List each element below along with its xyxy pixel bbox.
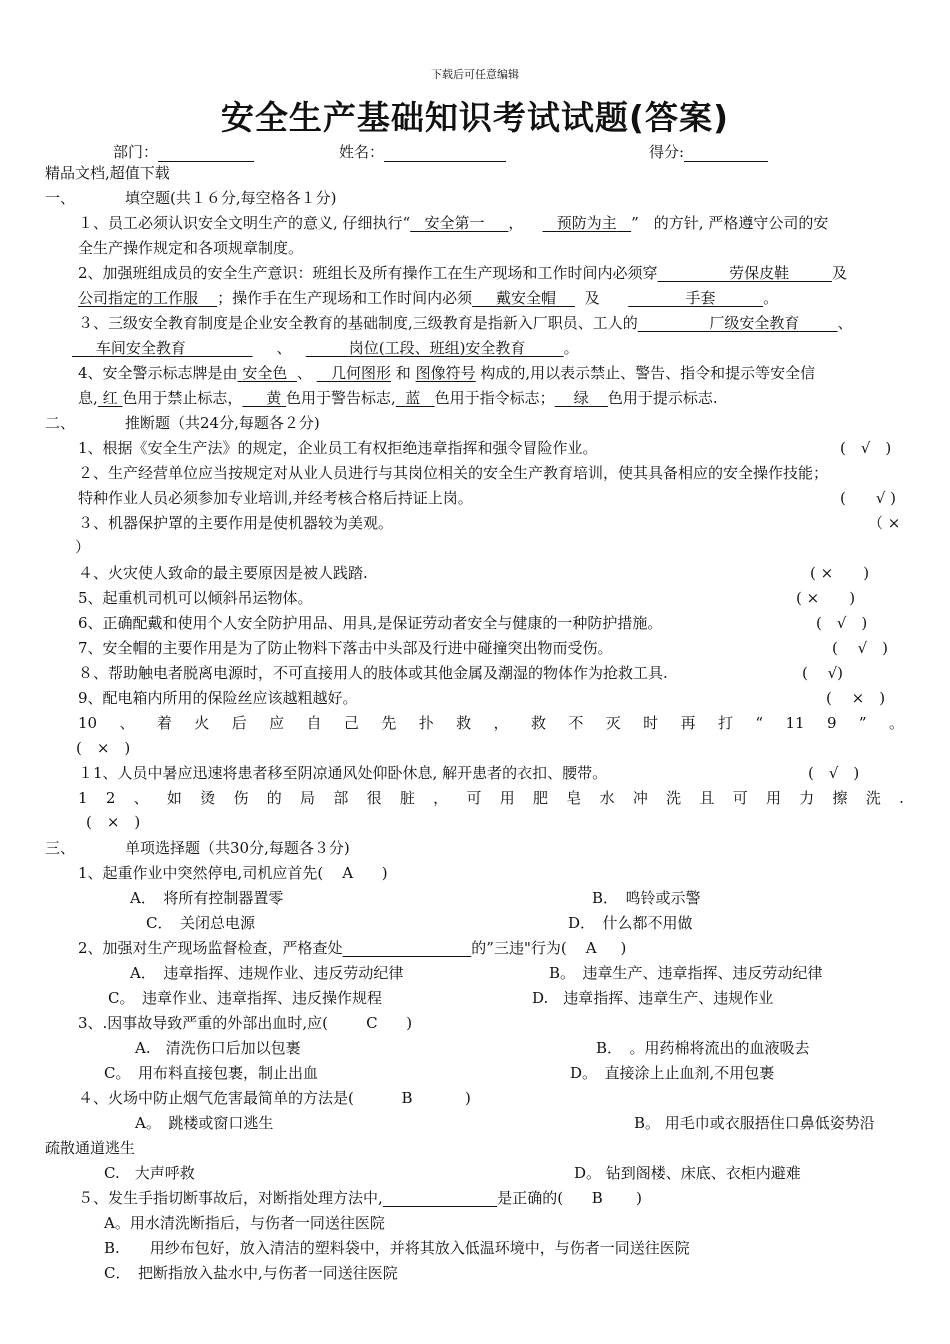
choice-question-1: 1、起重作业中突然停电,司机应首先( A ) [78,864,388,882]
department-label: 部门： [113,143,159,161]
fill-question-4: 4、安全警示标志牌是由 安全色 、 几何图形 和 图像符号 构成的,用以表示禁止、警告、指令和提示等安全信 [78,364,816,382]
name-field [339,141,506,162]
answer-text: 图像符号 [415,364,476,382]
name-blank [384,144,506,162]
answer-text: 车间安全教育 [95,339,186,357]
judge-item-12: 1 2 、 如 烫 伤 的 局 部 很 脏 ， 可 用 肥 皂 水 冲 洗 且 可 用 力 擦 洗 . [78,789,904,807]
judge-item-10: 10 、 着 火 后 应 自 己 先 扑 救 ， 救 不 灭 时 再 打 “ 11 9 ” 。 [78,714,904,732]
section-1-heading [45,188,337,208]
fill-question-4-cont: 息, 红 色用于禁止标志， 黄 色用于警告标志, 蓝 色用于指令标志； 绿 色用于提示标志. [78,389,718,407]
judge-item-7: 7、安全帽的主要作用是为了防止物料下落击中头部及行进中碰撞突出物而受伤。 [78,639,613,657]
section-3-heading [45,838,350,858]
choice-option: C。 违章作业、违章指挥、违反操作规程 [108,989,382,1007]
judge-item-4: ４、火灾使人致命的最主要原因是被人践踏. [78,564,368,582]
watermark-line: 精品文档,超值下载 [45,164,170,182]
section-title: 填空题(共１６分,每空格各１分) [125,189,337,207]
judge-item-2-cont: 特种作业人员必须参加专业培训,并经考核合格后持证上岗。 [78,489,473,507]
choice-option: B． 。用药棉将流出的血液吸去 [596,1039,810,1057]
department-field [113,141,254,162]
judge-item-2: ２、生产经营单位应当按规定对从业人员进行与其岗位相关的安全生产教育培训，使其具备相应的安全操作技能； [78,464,829,482]
answer-text: 公司指定的工作服 [78,289,199,307]
judge-mark-7: ( √ ) [832,639,889,657]
fill-question-3-cont: 车间安全教育 、 岗位(工段、班组)安全教育 。 [72,338,579,358]
choice-question-2: 2、加强对生产现场监督检查，严格查处 的”三违"行为( A ) [78,939,627,957]
judge-mark-3: （ × [868,514,901,532]
judge-mark-4: ( × ) [810,564,870,582]
answer-text: 岗位(工段、班组)安全教育 [348,339,526,357]
judge-mark-2: ( √ ) [840,489,897,507]
section-number: 一、 [45,189,76,207]
choice-option: C． 关闭总电源 [146,914,255,932]
answer-text: 手套 [685,289,716,307]
header-note: 下载后可任意编辑 [431,68,519,81]
section-title: 推断题（共24分,每题各２分) [125,414,320,432]
section-number: 二、 [45,414,76,432]
answer-text: 几何图形 [331,364,392,382]
choice-answer: C [366,1014,378,1032]
fill-question-1-cont: 全生产操作规定和各项规章制度。 [78,239,304,257]
choice-option: A． 违章指挥、违规作业、违反劳动纪律 [130,964,404,982]
choice-option: A. 清洗伤口后加以包裹 [135,1039,301,1057]
answer-text: 戴安全帽 [495,289,556,307]
choice-question-5: ５、发生手指切断事故后，对断指处理方法中, 是正确的( B ) [78,1189,642,1207]
choice-answer: B [401,1089,413,1107]
judge-mark-12: ( × ) [86,813,141,831]
choice-question-3: 3、.因事故导致严重的外部出血时,应( C ) [78,1014,413,1032]
judge-item-11: １1、人员中暑应迅速将患者移至阴凉通风处仰卧休息, 解开患者的衣扣、腰带。 [78,764,608,782]
choice-option: A． 将所有控制器置零 [130,889,284,907]
choice-option: D. 违章指挥、违章生产、违规作业 [532,989,774,1007]
choice-option: B。 违章生产、违章指挥、违反劳动纪律 [549,964,823,982]
score-label: 得分: [649,143,685,161]
judge-mark-6: ( √ ) [816,614,868,632]
answer-text: 红 [102,389,118,407]
judge-item-3: ３、机器保护罩的主要作用是使机器较为美观。 [78,514,394,532]
judge-mark-3-close: ） [75,538,91,556]
answer-text: 预防为主 [556,214,617,232]
choice-option: B． 鸣铃或示警 [592,889,701,907]
choice-answer: A [585,939,597,957]
department-blank [158,144,254,162]
judge-mark-11: ( √ ) [808,764,860,782]
choice-option-cont: 疏散通道逃生 [45,1139,136,1157]
answer-text: 安全第一 [424,214,485,232]
choice-option: B。 用毛巾或衣服捂住口鼻低姿势沿 [634,1114,875,1132]
choice-option: D。 钻到阁楼、床底、衣柜内避难 [574,1164,801,1182]
choice-question-4: ４、火场中防止烟气危害最简单的方法是( B ) [78,1089,471,1107]
judge-item-9: 9、配电箱内所用的保险丝应该越粗越好。 [78,689,358,707]
page-title: 安全生产基础知识考试试题(答案) [220,98,730,137]
name-label: 姓名： [339,143,385,161]
choice-answer: B [591,1189,603,1207]
answer-text: 厂级安全教育 [709,314,800,332]
judge-mark-10: ( × ) [76,739,131,757]
judge-item-6: 6、正确配戴和使用个人安全防护用品、用具,是保证劳动者安全与健康的一种防护措施。 [78,614,663,632]
judge-mark-8: ( √) [802,664,844,682]
section-title: 单项选择题（共30分,每题各３分) [125,839,350,857]
judge-item-5: 5、起重机司机可以倾斜吊运物体。 [78,589,313,607]
answer-text: 安全色 [242,364,288,382]
score-blank [684,144,768,162]
choice-option: C． 把断指放入盐水中,与伤者一同送往医院 [104,1264,398,1282]
score-field [649,141,768,162]
choice-option: B. 用纱布包好，放入清洁的塑料袋中，并将其放入低温环境中，与伤者一同送往医院 [104,1239,690,1257]
choice-option: A。 跳楼或窗口逃生 [135,1114,274,1132]
choice-option: C. 大声呼救 [104,1164,195,1182]
choice-answer: A [342,864,354,882]
judge-mark-9: ( × ) [826,689,886,707]
fill-question-2: 2、加强班组成员的安全生产意识：班组长及所有操作工在生产现场和工作时间内必须穿 劳保皮鞋 及 [78,264,848,282]
answer-text: 劳保皮鞋 [729,264,790,282]
answer-text: 蓝 [405,389,421,407]
section-2-heading [45,413,320,433]
judge-mark-1: ( √ ) [840,439,892,457]
choice-option: D． 什么都不用做 [568,914,693,932]
answer-text: 黄 [266,389,282,407]
answer-text: 绿 [573,389,589,407]
fill-question-3: ３、三级安全教育制度是企业安全教育的基础制度,三级教育是指新入厂职员、工人的 厂级安全教育 、 [78,314,853,332]
judge-item-1: 1、根据《安全生产法》的规定，企业员工有权拒绝违章指挥和强令冒险作业。 [78,439,598,457]
judge-item-8: ８、帮助触电者脱离电源时，不可直接用人的肢体或其他金属及潮湿的物体作为抢救工具. [78,664,668,682]
choice-option: C。 用布料直接包裹，制止出血 [104,1064,318,1082]
fill-question-1: １、员工必须认识安全文明生产的意义, 仔细执行“ 安全第一 ， 预防为主 ” 的方针, 严格遵守公司的安 [78,214,829,232]
info-fields [0,141,950,161]
section-number: 三、 [45,839,76,857]
choice-option: D。 直接涂上止血剂,不用包裹 [570,1064,775,1082]
judge-mark-5: ( × ) [796,589,856,607]
fill-question-2-cont: 公司指定的工作服 ；操作手在生产现场和工作时间内必须 戴安全帽 及 手套 。 [78,289,779,307]
choice-option: A。用水清洗断指后，与伤者一同送往医院 [104,1214,385,1232]
